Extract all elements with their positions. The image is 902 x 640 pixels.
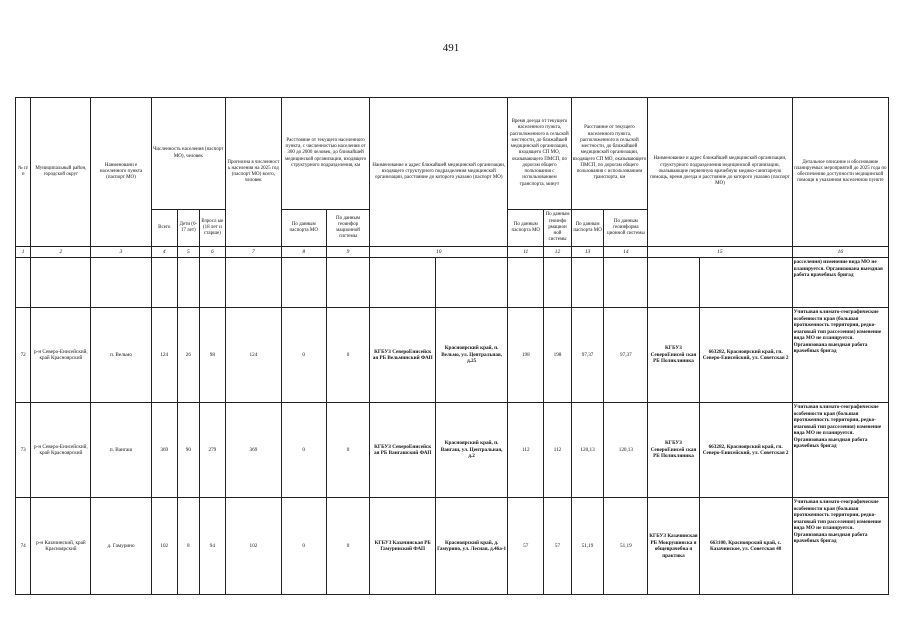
row-total: 369 xyxy=(151,403,177,498)
row-forecast: 369 xyxy=(226,403,282,498)
row-pmsp-name: КГБУЗ Казачинская РБ Мокрушинска я общеврачебна я практика xyxy=(648,498,699,595)
col-number: 3 xyxy=(91,247,151,258)
row-mo-name: КГБУЗ СевероЕнисейск ая РБ Вельминский ФАП xyxy=(370,308,436,403)
row-km-passport: 97,37 xyxy=(571,308,604,403)
row-locality: п. Вангаш xyxy=(91,403,151,498)
row-km-passport: 120,13 xyxy=(571,403,604,498)
row-adults: 279 xyxy=(199,403,225,498)
row-children: 8 xyxy=(177,498,199,595)
header-km-geo: По данным геоинформа ционной системы xyxy=(604,210,648,247)
row-adults: 94 xyxy=(199,498,225,595)
row-district: р-н Северо-Енисейский, край Красноярский xyxy=(31,403,91,498)
row-time-passport: 57 xyxy=(508,498,544,595)
header-nearest-mo: Наименование и адрес ближайшей медицинской организации, входящего структурного подразделения медицинской организации, расстояние до которого указано (паспорт МО) xyxy=(370,98,508,247)
medical-registry-table xyxy=(15,97,889,595)
row-pmsp-name: КГБУЗ СевероЕнисей ская РБ Поликлиника xyxy=(648,308,699,403)
header-travel-time: Время доезда от текущего населенного пункта, расположенного в сельской местности, до ближайшей медицинской организации, входящего СП МО, оказывающего ПМСП, по дорогам общего пользования с использованием транспорта, минут xyxy=(508,98,571,210)
carry-over-row xyxy=(16,258,889,308)
row-mo-address: Красноярский край, п. Вангаш, ул. Центральная, д.2 xyxy=(436,403,508,498)
col-number: 8 xyxy=(281,247,326,258)
header-pop-total: Всего xyxy=(151,210,177,247)
row-num: 73 xyxy=(16,403,31,498)
col-number: 7 xyxy=(226,247,282,258)
col-number: 11 xyxy=(508,247,544,258)
row-time-passport: 198 xyxy=(508,308,544,403)
row-km-geo: 51,19 xyxy=(604,498,648,595)
header-time-passport: По данным паспорта МО xyxy=(508,210,544,247)
col-number: 5 xyxy=(177,247,199,258)
row-pmsp-address: 663282, Красноярский край, гп. Северо-Енисейский, ул. Советская 2 xyxy=(699,308,792,403)
page-number: 491 xyxy=(442,42,460,54)
row-dist-geo: 0 xyxy=(326,498,370,595)
header-pop-children: Дети (0-17 лет) xyxy=(177,210,199,247)
header-locality: Наименовани е населенного пункта (паспорт МО) xyxy=(91,98,151,247)
header-km-passport: По данным паспорта МО xyxy=(571,210,604,247)
row-children: 26 xyxy=(177,308,199,403)
row-total: 124 xyxy=(151,308,177,403)
col-number: 14 xyxy=(604,247,648,258)
row-dist-geo: 0 xyxy=(326,308,370,403)
row-dist-geo: 0 xyxy=(326,403,370,498)
row-km-geo: 97,37 xyxy=(604,308,648,403)
header-time-geo: По данным геоинфо рмацион ной системы xyxy=(544,210,571,247)
row-locality: п. Вельмо xyxy=(91,308,151,403)
row-pmsp-address: 663282, Красноярский край, гп. Северо-Енисейский, ул. Советская 2 xyxy=(699,403,792,498)
carry-over-note: расселения) изменение вида МО не планируется. Организована выездная работа врачебных бригад xyxy=(792,258,888,308)
table-row xyxy=(16,498,889,595)
header-district: Муниципальный район, городской округ xyxy=(31,98,91,247)
header-distance-pmsp: Расстояние от текущего населенного пункта, расположенного в сельской местности, до ближайшей медицинской организации, входящего СП МО, оказывающего ПМСП, по дорогам общего пользования с использованием транспорта, км xyxy=(571,98,648,210)
header-forecast: Прогнозна я численност ь населения на 2025 год (паспорт МО) всего, человек xyxy=(226,98,282,247)
col-number: 16 xyxy=(792,247,888,258)
col-number: 4 xyxy=(151,247,177,258)
table-row xyxy=(16,308,889,403)
col-number: 6 xyxy=(199,247,225,258)
row-pmsp-name: КГБУЗ СевероЕнисей ская РБ Поликлиника xyxy=(648,403,699,498)
header-description: Детальное описание и обоснование планируемых мероприятий до 2025 года по обеспечению доступности медицинской помощи в указанном населенном пункте xyxy=(792,98,888,247)
col-number: 10 xyxy=(370,247,508,258)
row-note: Учитывая климато-географические особенности края (большая протяженность территории, редко-очаговый тип расселения) изменение вида МО не планируется. Организована выездная работа врачебных бригад xyxy=(792,498,888,595)
row-district: р-н Казачинский, край Красноярский xyxy=(31,498,91,595)
row-time-geo: 112 xyxy=(544,403,571,498)
row-num: 72 xyxy=(16,308,31,403)
col-number: 13 xyxy=(571,247,604,258)
row-total: 102 xyxy=(151,498,177,595)
col-number: 12 xyxy=(544,247,571,258)
row-mo-name: КГБУЗ Казачинская РБ Гамуринский ФАП xyxy=(370,498,436,595)
row-pmsp-address: 663100, Красноярский край, с. Казачинское, ул. Советская 48 xyxy=(699,498,792,595)
row-dist-passport: 0 xyxy=(281,308,326,403)
row-km-geo: 120,13 xyxy=(604,403,648,498)
header-pop-adults: Взросл ые (18 лет и старше) xyxy=(199,210,225,247)
row-time-passport: 112 xyxy=(508,403,544,498)
row-dist-passport: 0 xyxy=(281,498,326,595)
row-district: р-н Северо-Енисейский, край Красноярский xyxy=(31,308,91,403)
row-num: 74 xyxy=(16,498,31,595)
header-distance-struct: Расстояние от текущего населенного пункта, с численностью населения от 300 до 2000 человек, до ближайшей медицинской организации, входящего структурного подразделения, км xyxy=(281,98,370,210)
col-number: 1 xyxy=(16,247,31,258)
col-number: 15 xyxy=(648,247,792,258)
col-number: 9 xyxy=(326,247,370,258)
row-mo-address: Красноярский край, д. Гамурино, ул. Лесная, д.46а-1 xyxy=(436,498,508,595)
row-note: Учитывая климато-географические особенности края (большая протяженность территории, редко-очаговый тип расселения) изменение вида МО не планируется. Организована выездная работа врачебных бригад xyxy=(792,403,888,498)
header-dist-passport: По данным паспорта МО xyxy=(281,210,326,247)
col-number: 2 xyxy=(31,247,91,258)
row-km-passport: 51,19 xyxy=(571,498,604,595)
row-time-geo: 198 xyxy=(544,308,571,403)
row-children: 90 xyxy=(177,403,199,498)
header-population: Численность населения (паспорт МО), человек xyxy=(151,98,225,210)
row-adults: 98 xyxy=(199,308,225,403)
row-forecast: 102 xyxy=(226,498,282,595)
row-mo-name: КГБУЗ СевероЕнисейск ая РБ Вангашский ФАП xyxy=(370,403,436,498)
row-dist-passport: 0 xyxy=(281,403,326,498)
row-time-geo: 57 xyxy=(544,498,571,595)
row-locality: д. Гамурино xyxy=(91,498,151,595)
header-num: № п/п xyxy=(16,98,31,247)
table-row xyxy=(16,403,889,498)
row-note: Учитывая климато-географические особенности края (большая протяженность территории, редко-очаговый тип расселения) изменение вида МО не планируется. Организована выездная работа врачебных бригад xyxy=(792,308,888,403)
header-dist-geo: По данным геоинфор мационной системы xyxy=(326,210,370,247)
row-forecast: 124 xyxy=(226,308,282,403)
header-nearest-pmsp: Наименование и адрес ближайшей медицинской организации, структурного подразделения медицинской организации, оказывающие первичную врачебную медико-санитарную помощь, время доезда и расстояние до которого указано (паспорт МО) xyxy=(648,98,792,247)
row-mo-address: Красноярский край, п. Вельмо, ул. Центральная, д.25 xyxy=(436,308,508,403)
